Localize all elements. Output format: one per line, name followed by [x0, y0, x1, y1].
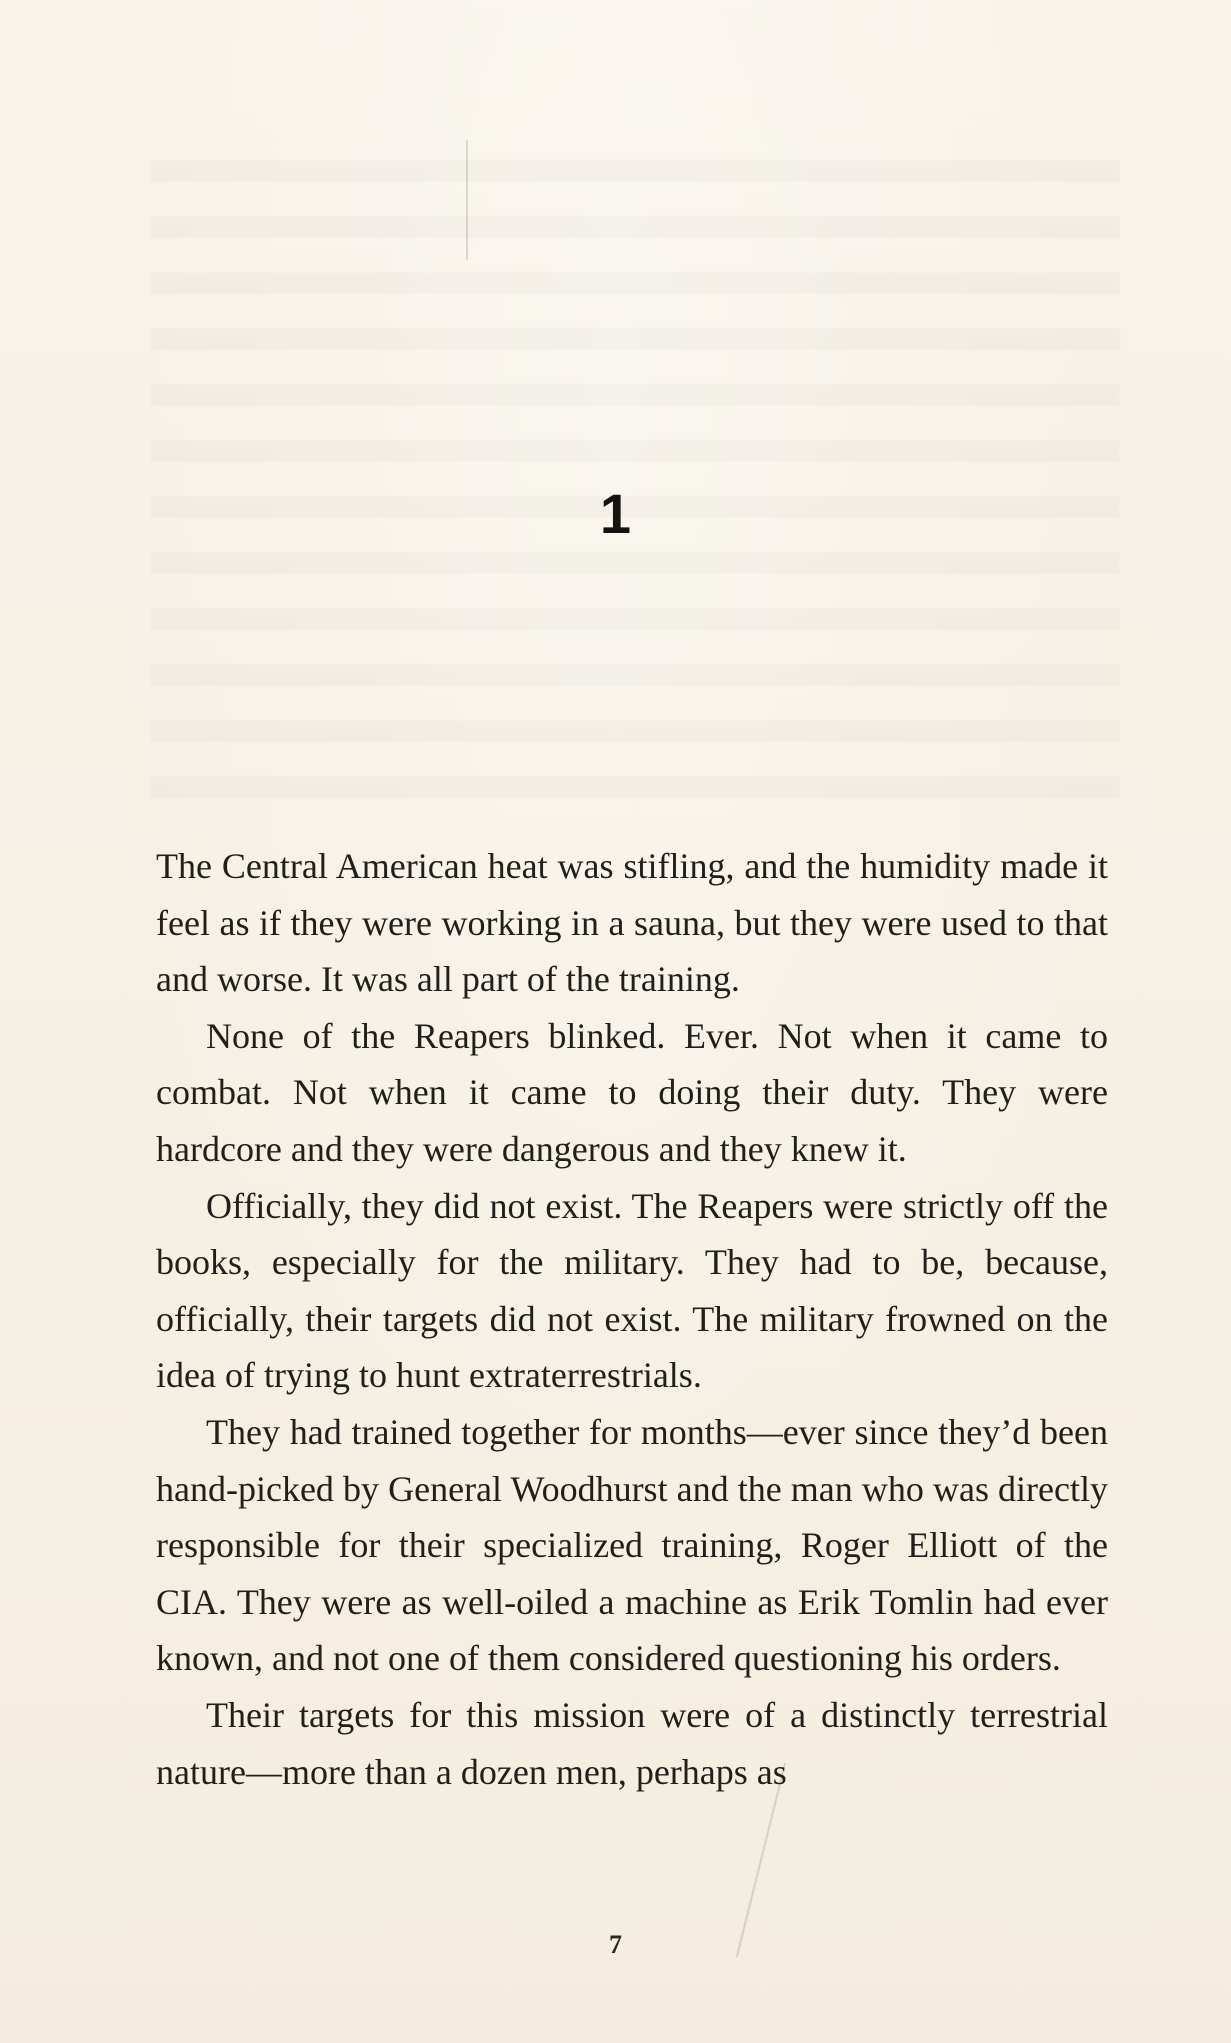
paper-crease — [466, 140, 468, 260]
chapter-body — [156, 838, 1108, 1800]
paragraph: Officially, they did not exist. The Reapers were strictly off the books, especially for the military. They had to be, because, officially, their targets did not exist. The military frowned on the idea of trying to hunt extraterrestrials. — [156, 1185, 1108, 1396]
page-number: 7 — [609, 1930, 622, 1959]
paragraph: None of the Reapers blinked. Ever. Not when it came to combat. Not when it came to doing their duty. They were hardcore and they were dangerous and they knew it. — [156, 1015, 1108, 1169]
paragraph: The Central American heat was stifling, and the humidity made it feel as if they were working in a sauna, but they were used to that and worse. It was all part of the training. — [156, 846, 1108, 1000]
paragraph: Their targets for this mission were of a distinctly terrestrial nature—more than a dozen men, perhaps as — [156, 1694, 1108, 1792]
paragraph: They had trained together for months—ever since they’d been hand-picked by General Woodhurst and the man who was directly responsible for their specialized training, Roger Elliott of the CIA. They were as well-oiled a machine as Erik Tomlin had ever known, and not one of them considered questioning his orders. — [156, 1411, 1108, 1679]
chapter-number: 1 — [599, 482, 632, 545]
